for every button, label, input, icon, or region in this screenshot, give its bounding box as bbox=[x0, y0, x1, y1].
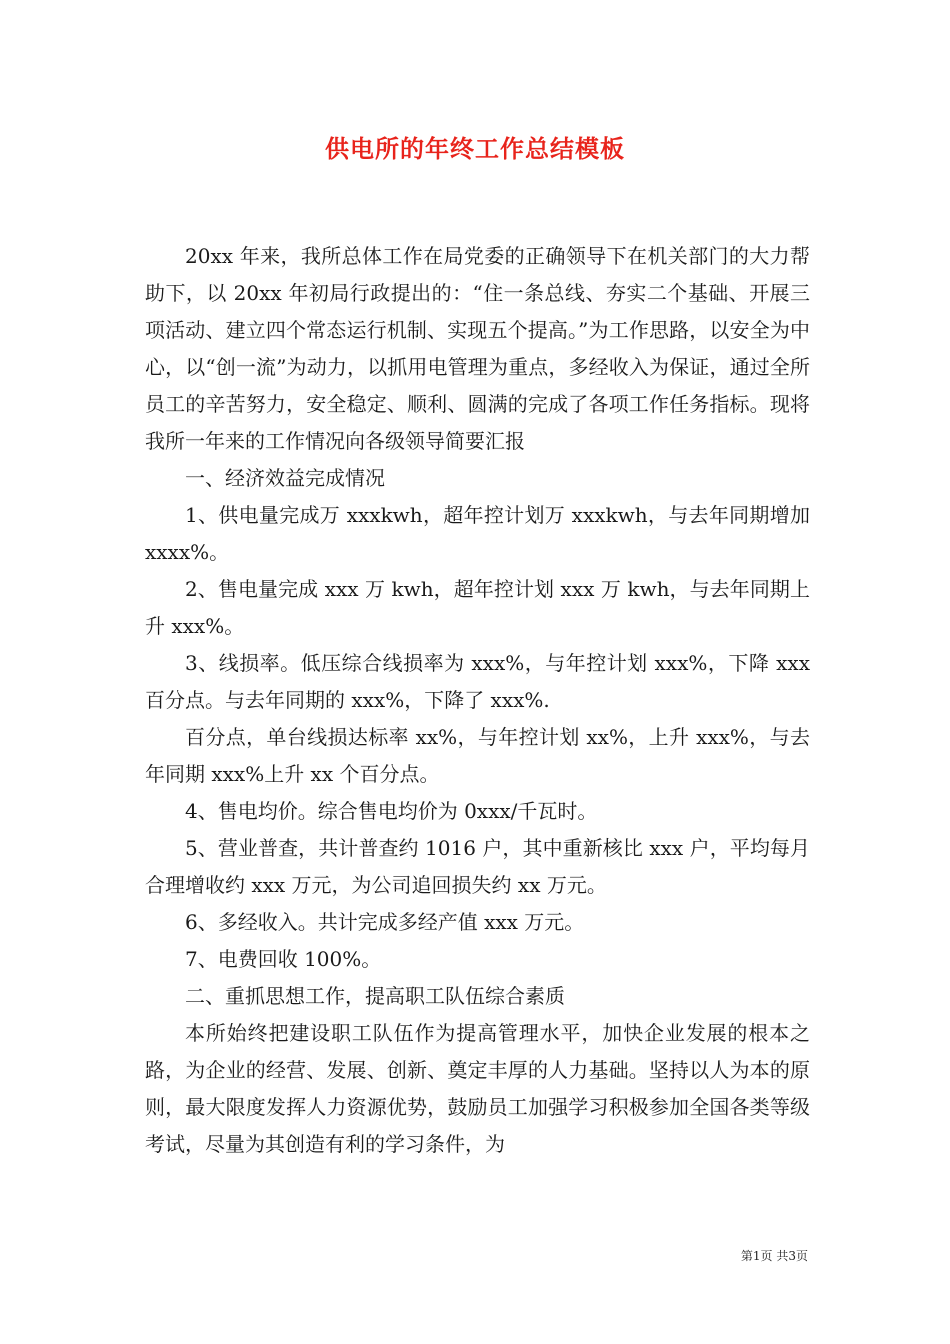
footer-suffix: 页 bbox=[795, 1249, 808, 1263]
paragraph-item-5: 5、营业普查，共计普查约 1016 户，其中重新核比 xxx 户，平均每月合理增收约 xxx 万元，为公司追回损失约 xx 万元。 bbox=[145, 836, 810, 897]
paragraph-item-3-continued: 百分点，单台线损达标率 xx%，与年控计划 xx%，上升 xxx%，与去年同期 xxx%上升 xx 个百分点。 bbox=[145, 725, 810, 786]
section-heading-economic: 一、经济效益完成情况 bbox=[185, 466, 385, 490]
document-title: 供电所的年终工作总结模板 bbox=[325, 134, 625, 163]
footer-prefix: 第 bbox=[740, 1249, 753, 1263]
section-heading-ideology: 二、重抓思想工作，提高职工队伍综合素质 bbox=[185, 984, 565, 1008]
paragraph-item-1: 1、供电量完成万 xxxkwh，超年控计划万 xxxkwh，与去年同期增加 xxxx%。 bbox=[145, 503, 810, 564]
paragraph-ideology: 本所始终把建设职工队伍作为提高管理水平，加快企业发展的根本之路，为企业的经营、发展、创新、奠定丰厚的人力基础。坚持以人为本的原则，最大限度发挥人力资源优势，鼓励员工加强学习积极参加全国各类等级考试，尽量为其创造有利的学习条件，为 bbox=[145, 1021, 810, 1156]
page-footer bbox=[741, 1247, 808, 1264]
paragraph-item-2: 2、售电量完成 xxx 万 kwh，超年控计划 xxx 万 kwh，与去年同期上升 xxx%。 bbox=[145, 577, 810, 638]
paragraph-item-6: 6、多经收入。共计完成多经产值 xxx 万元。 bbox=[185, 910, 585, 934]
footer-page-number: 1 bbox=[752, 1249, 761, 1263]
footer-total-pages: 3 bbox=[788, 1249, 796, 1263]
document-body bbox=[145, 238, 810, 1163]
paragraph-item-7: 7、电费回收 100%。 bbox=[185, 947, 382, 971]
paragraph-intro: 20xx 年来，我所总体工作在局党委的正确领导下在机关部门的大力帮助下，以 20xx 年初局行政提出的：“住一条总线、夯实二个基础、开展三项活动、建立四个常态运行机制、实现五个提高。”为工作思路，以安全为中心，以“创一流”为动力，以抓用电管理为重点，多经收入为保证，通过全所员工的辛苦努力，安全稳定、顺利、圆满的完成了各项工作任务指标。现将我所一年来的工作情况向各级领导简要汇报 bbox=[145, 244, 810, 453]
paragraph-item-3: 3、线损率。低压综合线损率为 xxx%，与年控计划 xxx%，下降 xxx 百分点。与去年同期的 xxx%，下降了 xxx%. bbox=[145, 651, 810, 712]
footer-middle: 页 共 bbox=[760, 1249, 789, 1263]
paragraph-item-4: 4、售电均价。综合售电均价为 0xxx/千瓦时。 bbox=[185, 799, 598, 823]
